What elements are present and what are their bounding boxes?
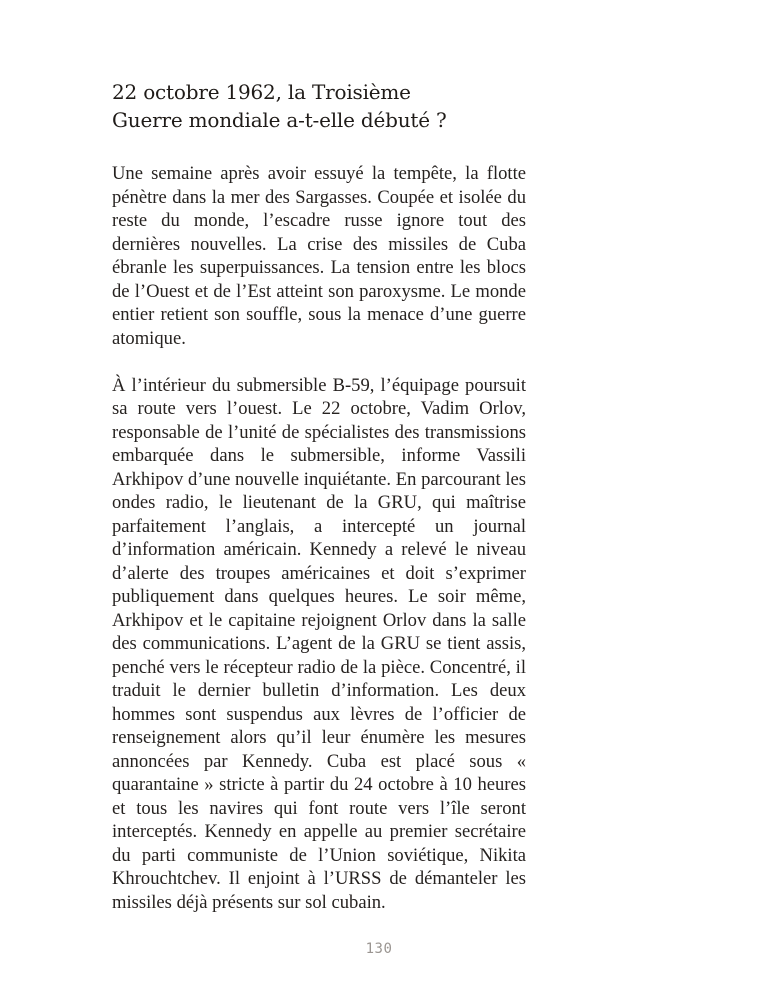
page-body bbox=[112, 78, 526, 914]
page-number: 130 bbox=[365, 941, 393, 957]
chapter-heading bbox=[112, 78, 526, 134]
paragraph-2: À l’intérieur du submersible B-59, l’équipage poursuit sa route vers l’ouest. Le 22 octobre, Vadim Orlov, responsable de l’unité de spécialistes des transmissions embarquée dans le submersible, informe Vassili Arkhipov d’une nouvelle inquiétante. En parcourant les ondes radio, le lieutenant de la GRU, qui maîtrise parfaitement l’anglais, a intercepté un journal d’information américain. Kennedy a relevé le niveau d’alerte des troupes américaines et doit s’exprimer publiquement dans quelques heures. Le soir même, Arkhipov et le capitaine rejoignent Orlov dans la salle des communications. L’agent de la GRU se tient assis, penché vers le récepteur radio de la pièce. Concentré, il traduit le dernier bulletin d’information. Les deux hommes sont suspendus aux lèvres de l’officier de renseignement alors qu’il leur énumère les mesures annoncées par Kennedy. Cuba est placé sous « quarantaine » stricte à partir du 24 octobre à 10 heures et tous les navires qui font route vers l’île seront interceptés. Kennedy en appelle au premier secrétaire du parti communiste de l’Union soviétique, Nikita Khrouchtchev. Il enjoint à l’URSS de démanteler les missiles déjà présents sur sol cubain. bbox=[112, 374, 526, 913]
heading-line-1: 22 octobre 1962, la Troisième bbox=[112, 80, 411, 104]
heading-line-2: Guerre mondiale a-t-elle débuté ? bbox=[112, 108, 447, 132]
paragraph-1: Une semaine après avoir essuyé la tempête, la flotte pénètre dans la mer des Sargasses. Coupée et isolée du reste du monde, l’escadre russe ignore tout des dernières nouvelles. La crise des missiles de Cuba ébranle les superpuissances. La tension entre les blocs de l’Ouest et de l’Est atteint son paroxysme. Le monde entier retient son souffle, sous la menace d’une guerre atomique. bbox=[112, 163, 526, 349]
